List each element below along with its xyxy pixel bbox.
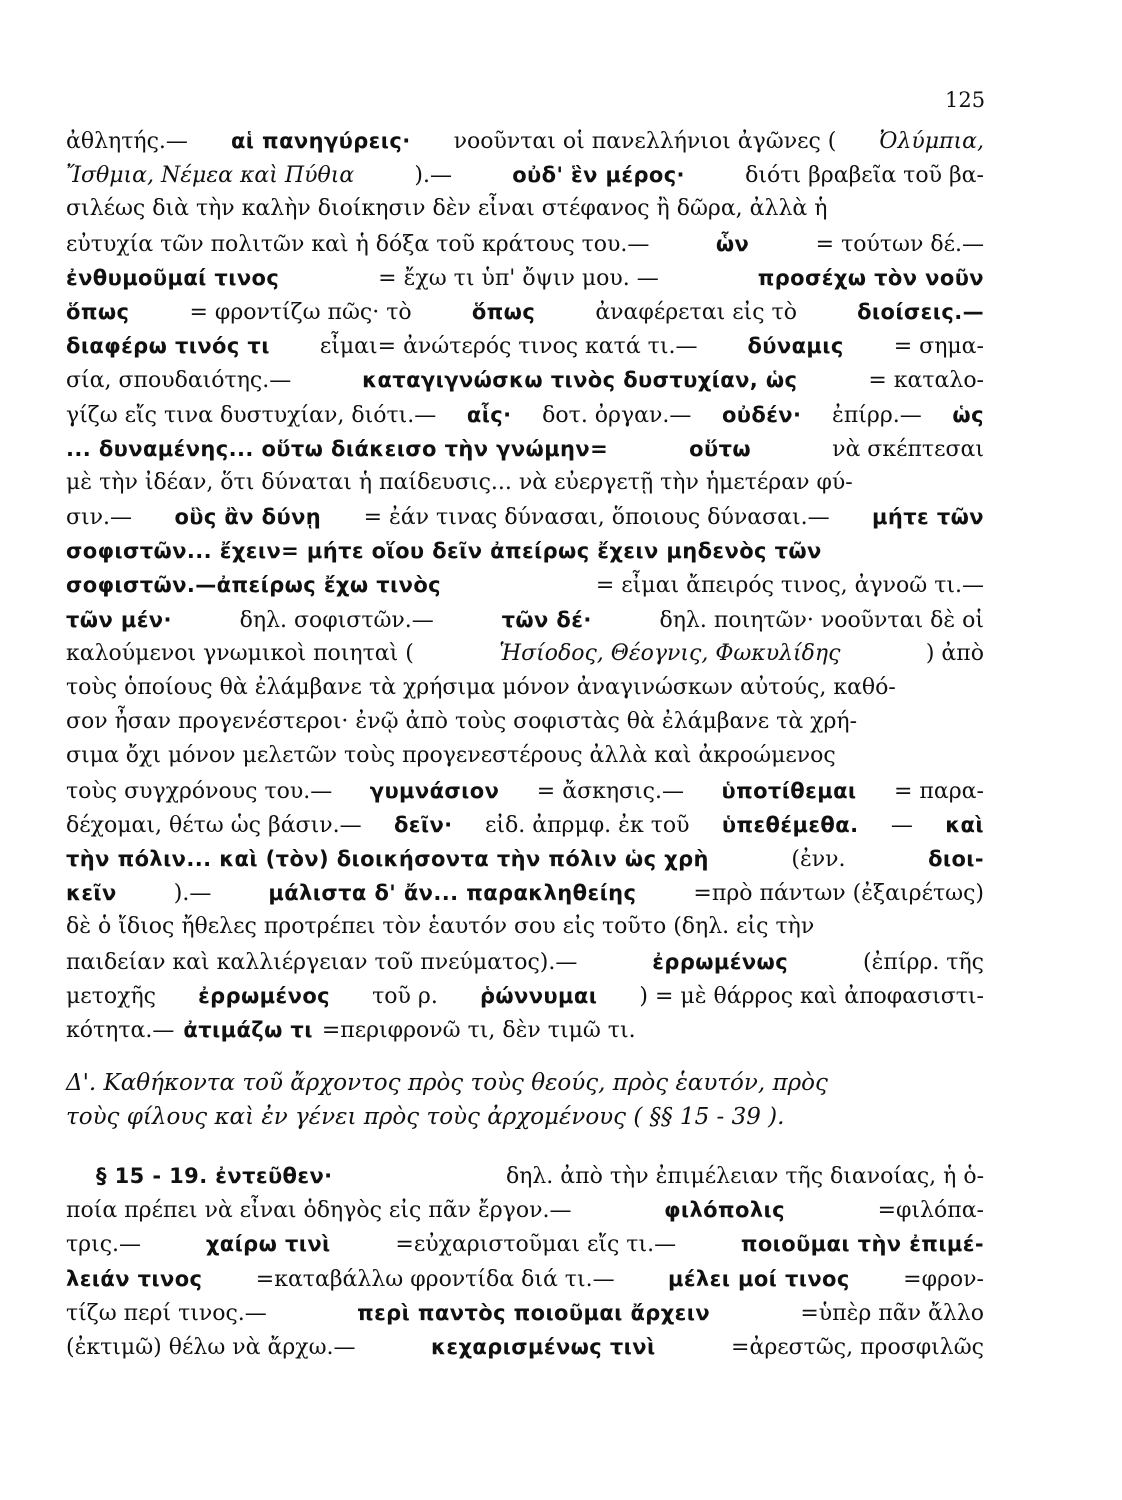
bold-term: σοφιστῶν.—ἀπείρως ἔχω τινὸς [66,573,441,598]
text-line [66,671,984,705]
text-segment: νὰ σκέπτεσαι [832,436,984,462]
bold-term: ποιοῦμαι τὴν ἐπιμέ- [740,1232,984,1257]
text-segment: καλούμενοι γνωμικοὶ ποιηταὶ ( [66,640,414,666]
bold-term: ὡς [952,402,984,427]
bold-term: ... δυναμένης... οὕτω διάκεισο τὴν γνώμην= [66,436,609,461]
text-segment: = φροντίζω πῶς· τὸ [189,299,412,325]
text-segment: =περιφρονῶ τι, δὲν τιμῶ τι. [321,1017,636,1043]
bold-term: μήτε τῶν [872,505,984,530]
bold-term: διοίσεις.— [857,299,984,324]
text-line [66,398,984,432]
text-segment: ποία πρέπει νὰ εἶναι ὁδηγὸς εἰς πᾶν ἔργον.— [66,1198,572,1224]
bold-term: τῶν μέν· [66,607,172,632]
text-line [66,1100,984,1134]
text-segment: σιλέως διὰ τὴν καλὴν διοίκησιν δὲν εἶναι στέφανος ἢ δῶρα, ἀλλὰ ἡ [66,196,828,222]
bold-term: ἐρρωμένως [652,949,789,974]
bold-term: αἷς· [466,402,512,427]
bold-term: οὐδ' ἓν μέρος· [512,163,685,188]
bold-term: ὑπεθέμεθα. [721,812,859,837]
paragraph-glossary [66,124,984,1047]
text-line [66,261,984,295]
text-segment: = ἔχω τι ὑπ' ὄψιν μου. — [378,265,659,291]
text-segment: = ἐάν τινας δύνασαι, ὅποιους δύνασαι.— [363,505,830,531]
bold-term: δεῖν· [393,812,453,837]
text-segment: ).— [414,163,452,189]
text-segment: ).— [173,881,212,907]
bold-term: μέλει μοί τινος [667,1266,850,1291]
text-segment: τοὺς συγχρόνους του.— [66,778,333,804]
text-segment: δὲ ὁ ἴδιος ἤθελες προτρέπει τὸν ἑαυτόν σου εἰς τοῦτο (δηλ. εἰς τὴν [66,914,815,940]
text-segment: =πρὸ πάντων (ἐξαιρέτως) [693,881,984,907]
bold-term: χαίρω τινὶ [205,1232,331,1257]
text-segment: νοοῦνται οἱ πανελλήνιοι ἀγῶνες ( [453,129,837,154]
text-segment: εὐτυχία τῶν πολιτῶν καὶ ἡ δόξα τοῦ κράτους του.— [66,231,650,257]
text-line [66,1193,984,1227]
bold-term: διαφέρω τινός τι [66,334,270,359]
text-segment: = σημα- [893,334,984,360]
text-segment: τοῦ ρ. [372,983,438,1009]
text-segment: — [890,812,913,838]
bold-term: διοι- [928,846,984,871]
text-segment: = ἄσκησις.— [536,778,684,804]
text-segment: =ὑπὲρ πᾶν ἄλλο [800,1300,984,1326]
bold-term: ῥώννυμαι [479,983,598,1008]
bold-term: § 15 - 19. ἐντεῦθεν· [96,1164,333,1188]
text-line [66,945,984,979]
bold-term: ἀτιμάζω τι [183,1017,313,1042]
bold-term: γυμνάσιον [369,778,500,803]
text-segment: Ἡσίοδος, Θέογνις, Φωκυλίδης [499,640,841,666]
text-segment: παιδείαν καὶ καλλιέργειαν τοῦ πνεύματος).— [66,949,578,975]
text-segment: ) = μὲ θάρρος καὶ ἀποφασιστι- [639,983,984,1009]
text-line [66,910,984,944]
text-line [66,774,984,808]
text-line [66,568,984,602]
bold-term: σοφιστῶν... ἔχειν= μήτε οἵου δεῖν ἀπείρως ἔχειν μηδενὸς τῶν [66,539,822,564]
bold-term: τὴν πόλιν... καὶ (τὸν) διοικήσοντα τὴν πόλιν ὡς χρὴ [66,846,709,871]
text-segment: τίζω περί τινος.— [66,1300,267,1326]
text-line [66,1296,984,1330]
text-segment: (ἐκτιμῶ) θέλω νὰ ἄρχω.— [66,1334,356,1360]
text-segment: ἀναφέρεται εἰς τὸ [595,299,797,325]
bold-term: προσέχω τὸν νοῦν [757,265,984,290]
paragraph-glossary-2 [66,1159,984,1364]
text-segment: γίζω εἴς τινα δυστυχίαν, διότι.— [66,402,437,428]
text-line [66,603,984,637]
text-segment: εἰδ. ἀπρμφ. ἐκ τοῦ [484,812,690,838]
text-line [66,158,984,192]
text-segment: =φιλόπα- [877,1198,984,1224]
bold-term: λειάν τινος [66,1266,203,1291]
text-segment: ) ἀπὸ [925,640,984,666]
text-segment: δηλ. ποιητῶν· νοοῦνται δὲ οἱ [659,607,984,633]
text-segment: =ἀρεστῶς, προσφιλῶς [731,1334,984,1360]
text-line [66,739,984,773]
text-segment: = εἶμαι ἄπειρός τινος, ἀγνοῶ τι.— [595,573,984,599]
bold-term: οὕτω [689,436,752,461]
text-line [66,979,984,1013]
text-line [66,1013,984,1047]
text-segment: δηλ. σοφιστῶν.— [239,607,434,633]
bold-term: τῶν δέ· [501,607,592,632]
text-segment: =καταβάλλω φροντίδα διά τι.— [255,1266,615,1292]
bold-term: ἐρρωμένος [198,983,330,1008]
text-segment: σιν.— [66,505,133,531]
bold-term: κεχαρισμένως τινὶ [431,1334,656,1359]
text-line [66,1159,984,1193]
text-segment: ἀθλητής.— [66,129,188,154]
text-line [66,227,984,261]
text-line [66,500,984,534]
text-segment: σον ἦσαν προγενέστεροι· ἐνῷ ἀπὸ τοὺς σοφιστὰς θὰ ἐλάμβανε τὰ χρή- [66,709,858,735]
text-line [66,876,984,910]
text-segment: Ἴσθμια, Νέμεα καὶ Πύθια [66,163,355,189]
text-segment: (ἐπίρρ. τῆς [862,949,984,975]
text-segment: Ὀλύμπια, [879,129,984,154]
text-line [66,808,984,842]
text-segment: κότητα.— [66,1017,175,1043]
bold-term: ὧν [715,231,750,256]
text-segment: τοὺς ὁποίους θὰ ἐλάμβανε τὰ χρήσιμα μόνον ἀναγινώσκων αὐτούς, καθό- [66,675,896,700]
bold-term: δύναμις [747,334,844,359]
text-segment: = τούτων δέ.— [815,231,984,257]
section-heading [66,1066,984,1134]
page-number: 125 [945,88,986,112]
text-segment: σία, σπουδαιότης.— [66,368,292,394]
text-segment: δέχομαι, θέτω ὡς βάσιν.— [66,812,362,838]
text-segment: μὲ τὴν ἰδέαν, ὅτι δύναται ἡ παίδευσις... νὰ εὐεργετῇ τὴν ἡμετέραν φύ- [66,469,853,495]
text-segment: μετοχῆς [66,983,156,1009]
text-segment: δηλ. ἀπὸ τὴν ἐπιμέλειαν τῆς διανοίας, ἡ ὁ- [505,1164,984,1189]
bold-term: περὶ παντὸς ποιοῦμαι ἄρχειν [357,1300,711,1325]
text-line [66,466,984,500]
bold-term: καταγιγνώσκω τινὸς δυστυχίαν, ὡς [362,368,798,393]
text-line [66,295,984,329]
text-line [66,432,984,466]
text-line [66,534,984,568]
bold-term: ὅπως [66,299,130,324]
bold-term: ὑποτίθεμαι [721,778,857,803]
text-segment: =φρον- [903,1266,984,1292]
bold-term: κεῖν [66,881,117,906]
text-segment: τοὺς φίλους καὶ ἐν γένει πρὸς τοὺς ἀρχομένους ( §§ 15 - 39 ). [66,1104,785,1131]
text-line [66,637,984,671]
text-segment: σιμα ὄχι μόνον μελετῶν τοὺς προγενεστέρους ἀλλὰ καὶ ἀκροώμενος [66,743,836,769]
text-line [66,1330,984,1364]
text-segment: δοτ. ὀργαν.— [542,402,692,428]
text-line [66,124,984,158]
text-segment: Δ'. Καθήκοντα τοῦ ἄρχοντος πρὸς τοὺς θεούς, πρὸς ἑαυτόν, πρὸς [66,1070,828,1096]
bold-term: οὓς ἂν δύνῃ [174,505,322,530]
text-line [66,1066,984,1100]
bold-term: ὅπως [471,299,536,324]
bold-term: μάλιστα δ' ἄν... παρακληθείης [268,881,637,906]
text-line [66,705,984,739]
text-line [66,192,984,226]
text-segment: = παρα- [893,778,984,804]
text-line [66,1262,984,1296]
bold-term: αἱ πανηγύρεις· [230,129,411,153]
text-segment: =εὐχαριστοῦμαι εἴς τι.— [395,1232,677,1258]
bold-term: φιλόπολις [664,1198,785,1223]
text-line [66,842,984,876]
bold-term: οὐδέν· [721,402,802,427]
text-line [66,363,984,397]
text-segment: τρις.— [66,1232,142,1258]
text-segment: διότι βραβεῖα τοῦ βα- [745,163,984,189]
text-line [66,1227,984,1261]
text-segment: (ἐνν. [791,846,846,872]
text-segment: ἐπίρρ.— [832,402,922,428]
text-segment: εἶμαι= ἀνώτερός τινος κατά τι.— [319,334,698,360]
text-segment: = καταλο- [868,368,984,394]
text-line [66,329,984,363]
bold-term: καὶ [945,812,984,837]
bold-term: ἐνθυμοῦμαί τινος [66,265,280,290]
